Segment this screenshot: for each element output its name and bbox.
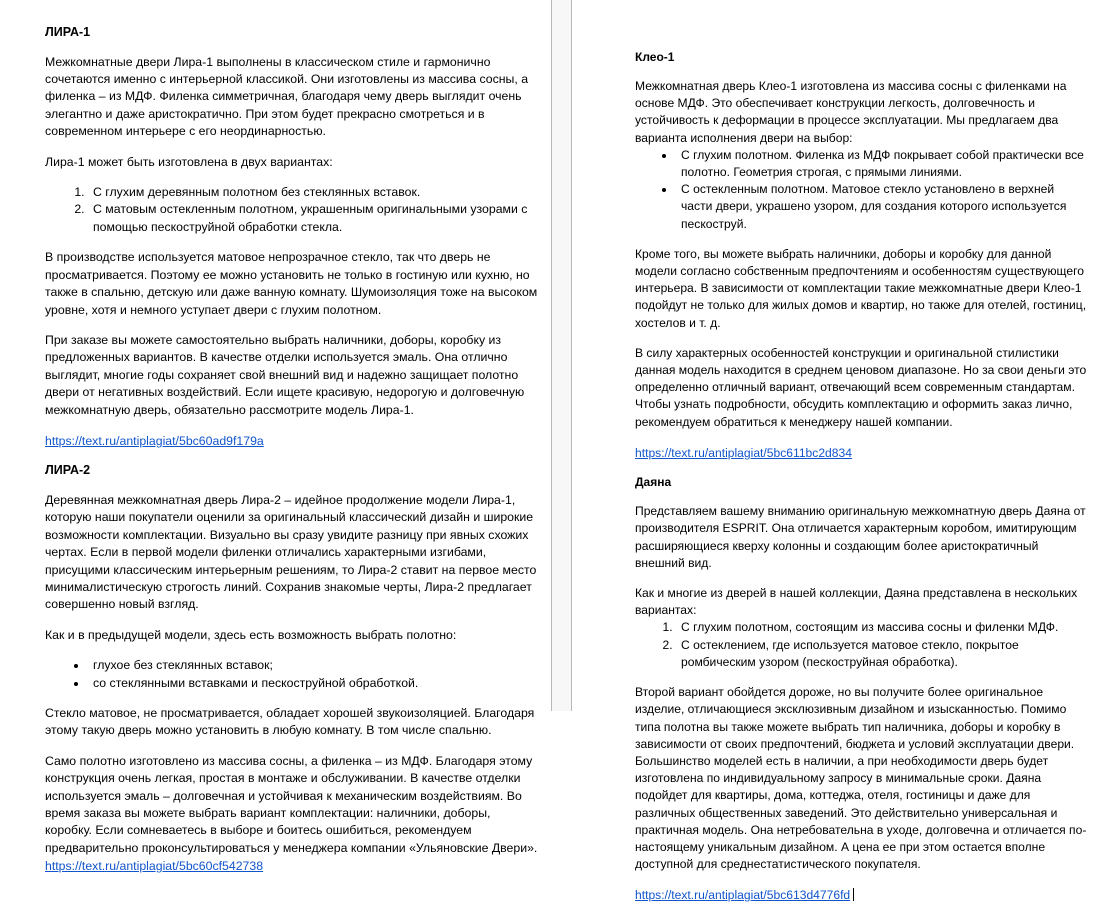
link-antiplagiat-lira-2[interactable]: https://text.ru/antiplagiat/5bc60cf542738 [45, 859, 264, 874]
para-lira-2-variants-lead: Как и в предыдущей модели, здесь есть возможность выбрать полотно: [45, 627, 457, 642]
para-lira-2-glass: Стекло матовое, не просматривается, обладает хорошей звукоизоляцией. Благодаря этому такую дверь можно установить в любую комнату. В том числе спальню. [45, 706, 535, 738]
para-lira-1-intro: Межкомнатные двери Лира-1 выполнены в классическом стиле и гармонично сочетаются именно с интерьерной классикой. Они изготовлены из массива сосны, а филенка – из МДФ. Филенка симметричная, благодаря чему дверь выглядит очень элегантно и даже аристократично. При этом будет прекрасно смотреться и в современном интерьере с его неординарностью. [45, 54, 529, 139]
para-lira-1-variants-lead: Лира-1 может быть изготовлена в двух вариантах: [45, 154, 333, 169]
link-paragraph [45, 432, 539, 450]
heading-kleo-1: Клео-1 [635, 50, 675, 64]
link-antiplagiat-dayana[interactable]: https://text.ru/antiplagiat/5bc613d4776fd [635, 888, 851, 903]
document-page-right [572, 0, 1097, 903]
link-paragraph [635, 886, 1087, 904]
list-lira-2-variants [45, 657, 539, 692]
para-dayana-variants-lead: Как и многие из дверей в нашей коллекции, Даяна представлена в нескольких вариантах: [635, 586, 1078, 618]
list-item: • со стеклянными вставками и пескоструйной обработкой. [88, 675, 539, 692]
heading-lira-1: ЛИРА-1 [45, 25, 91, 39]
list-item: 1. С глухим деревянным полотном без стеклянных вставок. [88, 184, 539, 201]
link-paragraph [635, 444, 1087, 462]
list-item: • С остекленным полотном. Матовое стекло установлено в верхней части двери, украшено узором, для создания которого используется пескоструй. [676, 181, 1087, 233]
text-cursor [853, 888, 854, 901]
link-antiplagiat-lira-1[interactable]: https://text.ru/antiplagiat/5bc60ad9f179a [45, 433, 264, 448]
list-item: 2. С матовым остекленным полотном, украшенным оригинальными узорами с помощью пескоструйной обработки стекла. [88, 201, 539, 236]
heading-lira-2: ЛИРА-2 [45, 463, 91, 478]
document-page-left [0, 0, 551, 874]
para-lira-1-glass: В производстве используется матовое непрозрачное стекло, так что дверь не просматривается. Поэтому ее можно установить не только в гостиную или кухню, но также в спальню, детскую или даже ванную комнату. Шумоизоляция тоже на высоком уровне, хотя и немного уступает двери с глухим полотном. [45, 250, 538, 317]
list-item: • глухое без стеклянных вставок; [88, 657, 539, 674]
list-item: • С глухим полотном. Филенка из МДФ покрывает собой практически все полотно. Геометрия строгая, с прямыми линиями. [676, 147, 1087, 181]
list-kleo-1-variants [635, 147, 1087, 233]
list-item: 1. С глухим полотном, состоящим из массива сосны и филенки МДФ. [676, 619, 1087, 636]
list-lira-1-variants [45, 184, 539, 236]
para-lira-1-order: При заказе вы можете самостоятельно выбрать наличники, доборы, коробку из предложенных вариантов. В качестве отделки используется эмаль. Она отлично выглядит, многие годы сохраняет свой внешний вид и надежно защищает полотно двери от негативных воздействий. Если ищете красивую, недорогую и долговечную межкомнатную дверь, обязательно рассмотрите модель Лира-1. [45, 332, 525, 417]
para-kleo-1-intro: Межкомнатная дверь Клео-1 изготовлена из массива сосны с филенками на основе МДФ. Это обеспечивает конструкции легкость, долговечность и устойчивость к деформации в процессе эксплуатации. Мы предлагаем два варианта исполнения двери на выбор: [635, 79, 1067, 145]
para-kleo-1-options: Кроме того, вы можете выбрать наличники, доборы и коробку для данной модели согласно собственным предпочтениям и особенностям существующего интерьера. В зависимости от комплектации такие межкомнатные двери Клео-1 подойдут не только для жилых домов и квартир, но также для отелей, гостиниц, хостелов и т. д. [635, 246, 1087, 330]
para-dayana-intro: Представляем вашему вниманию оригинальную межкомнатную дверь Даяна от производителя ESPRIT. Она отличается характерным коробом, имитирующим расширяющиеся кверху колонны и создающим более аристократичный внешний вид. [635, 504, 1086, 570]
para-kleo-1-price: В силу характерных особенностей конструкции и оригинальной стилистики данная модель находится в среднем ценовом диапазоне. Но за свои деньги это определенно отличный вариант, отвечающий всем современным стандартам. Чтобы узнать подробности, обсудить комплектацию и оформить заказ лично, рекомендуем обратиться к менеджеру нашей компании. [635, 345, 1087, 429]
para-lira-2-construction: Само полотно изготовлено из массива сосны, а филенка – из МДФ. Благодаря этому конструкция очень легкая, простая в монтаже и обслуживании. В качестве отделки используется эмаль – долговечная и устойчивая к механическим воздействиям. Во время заказа вы можете выбрать вариант комплектации: наличники, доборы, коробку. Если сомневаетесь в выборе и боитесь ошибиться, рекомендуем предварительно проконсультироваться у менеджера компании «Ульяновские Двери». [45, 753, 538, 855]
para-dayana-details: Второй вариант обойдется дороже, но вы получите более оригинальное изделие, отличающиеся эксклюзивным дизайном и изысканностью. Помимо типа полотна вы также можете выбрать тип наличника, доборы и коробку в зависимости от своих предпочтений, бюджета и условий эксплуатации двери. Большинство моделей есть в наличии, а при необходимости дверь будет изготовлена по индивидуальному запросу в минимальные сроки. Даяна подойдет для квартиры, дома, коттеджа, отеля, гостиницы и даже для различных общественных заведений. Это действительно универсальная и практичная модель. Она нетребовательна в уходе, долговечна и отличается по-настоящему уникальным дизайном. А цена ее при этом остается вполне доступной для среднестатистического покупателя. [635, 685, 1087, 872]
heading-dayana: Даяна [635, 475, 672, 490]
link-antiplagiat-kleo-1[interactable]: https://text.ru/antiplagiat/5bc611bc2d834 [635, 445, 852, 460]
list-item: 2. С остеклением, где используется матовое стекло, покрытое ромбическим узором (пескоструйная обработка). [676, 637, 1087, 671]
list-dayana-variants [635, 619, 1087, 671]
link-paragraph [45, 857, 539, 875]
page-gutter-divider [551, 0, 572, 711]
para-lira-2-intro: Деревянная межкомнатная дверь Лира-2 – идейное продолжение модели Лира-1, которую наши покупатели оценили за оригинальный классический дизайн и широкие возможности комплектации. Визуально вы сразу увидите разницу при явных схожих чертах. Если в первой модели филенки отличались характерными изгибами, присущими классическим интерьерным решениям, то Лира-2 ставит на первое место минималистическую строгость линий. Сохранив знакомые черты, Лира-2 предлагает совершенно новый взгляд. [45, 492, 537, 612]
